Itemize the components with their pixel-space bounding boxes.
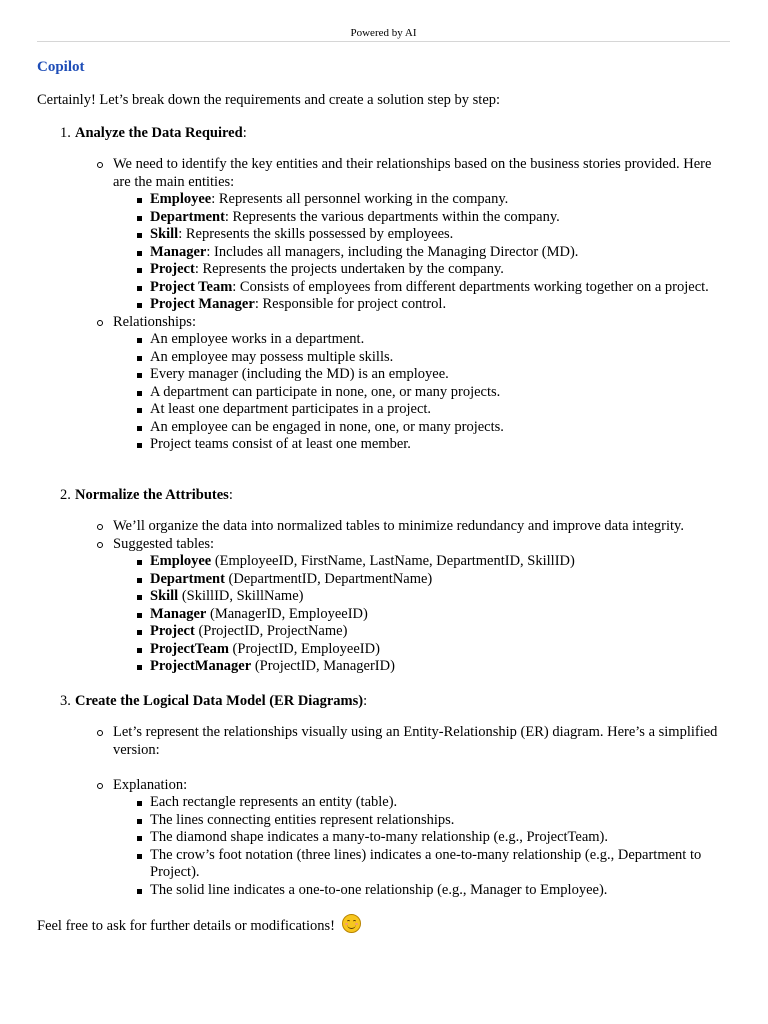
step-number: 3. <box>60 693 71 709</box>
bullet-list <box>113 794 730 899</box>
sub-item <box>113 156 730 314</box>
list-item: Project teams consist of at least one member. <box>150 436 730 454</box>
list-item: Skill: Represents the skills possessed by employees. <box>150 226 730 244</box>
sub-item-text: Let’s represent the relationships visually using an Entity-Relationship (ER) diagram. Here’s a simplified version: <box>113 724 718 758</box>
list-item: ProjectTeam (ProjectID, EmployeeID) <box>150 641 730 659</box>
sub-list <box>113 156 730 454</box>
closing-text <box>37 914 361 936</box>
list-item: Every manager (including the MD) is an employee. <box>150 366 730 384</box>
list-item: Employee (EmployeeID, FirstName, LastName, DepartmentID, SkillID) <box>150 553 730 571</box>
sub-item-text: We’ll organize the data into normalized tables to minimize redundancy and improve data integrity. <box>113 518 684 534</box>
diagram-placeholder <box>113 759 730 777</box>
list-item: Each rectangle represents an entity (table). <box>150 794 730 812</box>
step-2 <box>60 486 730 674</box>
list-item: Skill (SkillID, SkillName) <box>150 588 730 606</box>
step-title-text: Normalize the Attributes <box>75 487 229 503</box>
list-item: An employee may possess multiple skills. <box>150 349 730 367</box>
list-item: An employee can be engaged in none, one, or many projects. <box>150 419 730 437</box>
list-item: The solid line indicates a one-to-one relationship (e.g., Manager to Employee). <box>150 882 730 900</box>
list-item: At least one department participates in a project. <box>150 401 730 419</box>
list-item: Project Manager: Responsible for project control. <box>150 296 730 314</box>
bullet-list <box>113 553 730 676</box>
step-title: 1. Analyze the Data Required: <box>60 125 247 141</box>
sub-item-text: Explanation: <box>113 776 188 793</box>
sub-item <box>113 518 730 536</box>
sub-item-text: We need to identify the key entities and their relationships based on the business stories provided. Here are the main entities: <box>113 156 712 190</box>
step-number: 2. <box>60 487 71 503</box>
list-item: Department: Represents the various departments within the company. <box>150 209 730 227</box>
list-item: Employee: Represents all personnel working in the company. <box>150 191 730 209</box>
speaker-name: Copilot <box>37 59 85 75</box>
sub-list <box>113 518 730 676</box>
sub-item <box>113 777 730 900</box>
list-item: Project: Represents the projects undertaken by the company. <box>150 261 730 279</box>
list-item: The crow’s foot notation (three lines) indicates a one-to-many relationship (e.g., Department to Project). <box>150 847 730 882</box>
step-1 <box>60 124 730 452</box>
step-number: 1. <box>60 125 71 141</box>
step-title: 2. Normalize the Attributes: <box>60 487 233 503</box>
list-item: An employee works in a department. <box>150 331 730 349</box>
list-item: Project (ProjectID, ProjectName) <box>150 623 730 641</box>
powered-by-header: Powered by AI <box>350 27 417 39</box>
intro-text: Certainly! Let’s break down the requirements and create a solution step by step: <box>37 92 501 108</box>
list-item: The diamond shape indicates a many-to-many relationship (e.g., ProjectTeam). <box>150 829 730 847</box>
sub-item <box>113 724 730 777</box>
header-divider <box>37 41 730 42</box>
sub-item <box>113 314 730 454</box>
list-item: Project Team: Consists of employees from different departments working together on a project. <box>150 279 730 297</box>
list-item: Manager: Includes all managers, including the Managing Director (MD). <box>150 244 730 262</box>
sub-item-text: Suggested tables: <box>113 535 215 552</box>
closing-message: Feel free to ask for further details or modifications! <box>37 918 335 934</box>
step-title-text: Analyze the Data Required <box>75 125 243 141</box>
smiling-face-icon <box>342 914 361 933</box>
sub-item <box>113 536 730 676</box>
list-item: ProjectManager (ProjectID, ManagerID) <box>150 658 730 676</box>
step-title-text: Create the Logical Data Model (ER Diagrams) <box>75 693 364 709</box>
bullet-list <box>113 191 730 314</box>
list-item: Manager (ManagerID, EmployeeID) <box>150 606 730 624</box>
bullet-list <box>113 331 730 454</box>
list-item: The lines connecting entities represent relationships. <box>150 812 730 830</box>
sub-item-text: Relationships: <box>113 313 196 330</box>
list-item: A department can participate in none, one, or many projects. <box>150 384 730 402</box>
step-3 <box>60 692 730 898</box>
step-title: 3. Create the Logical Data Model (ER Diagrams): <box>60 693 368 709</box>
sub-list <box>113 724 730 899</box>
list-item: Department (DepartmentID, DepartmentName) <box>150 571 730 589</box>
